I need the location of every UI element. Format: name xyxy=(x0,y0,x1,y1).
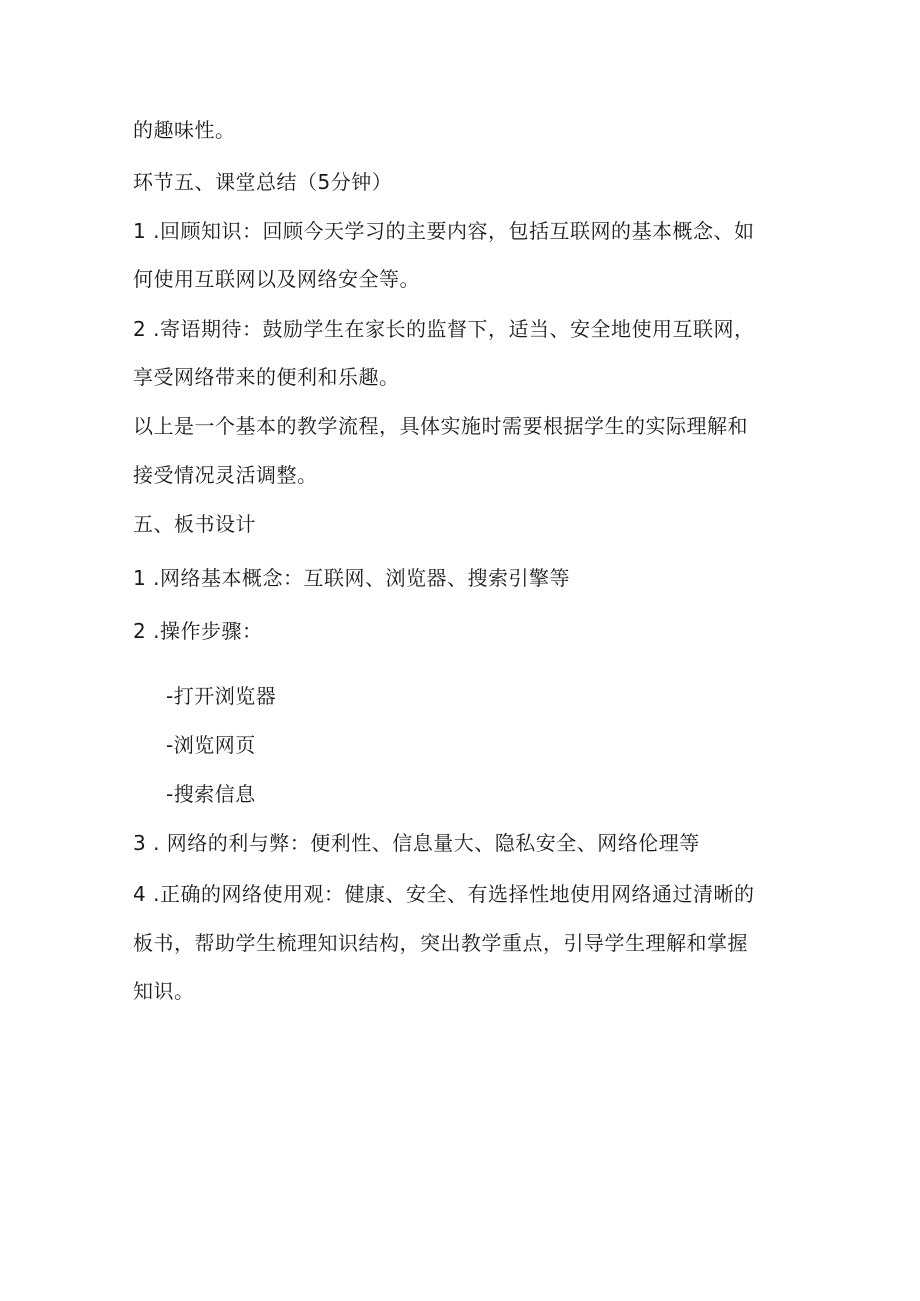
sub-list-item: -打开浏览器 xyxy=(166,684,277,708)
section-heading: 五、板书设计 xyxy=(133,512,256,536)
list-item: 4 .正确的网络使用观：健康、安全、有选择性地使用网络通过清晰的 xyxy=(133,882,755,906)
sub-list-item: -浏览网页 xyxy=(166,733,256,757)
text-line: 2 .寄语期待：鼓励学生在家长的监督下，适当、安全地使用互联网， xyxy=(133,317,755,341)
text-line: 1 .回顾知识：回顾今天学习的主要内容，包括互联网的基本概念、如 xyxy=(133,219,755,243)
text-line: 何使用互联网以及网络安全等。 xyxy=(133,267,420,291)
text-line: 以上是一个基本的教学流程，具体实施时需要根据学生的实际理解和 xyxy=(133,414,748,438)
text-line: 的趣味性。 xyxy=(133,118,236,142)
sub-list-item: -搜索信息 xyxy=(166,782,256,806)
text-line: 知识。 xyxy=(133,979,195,1003)
list-item: 2 .操作步骤： xyxy=(133,619,263,643)
list-item: 3 . 网络的利与弊：便利性、信息量大、隐私安全、网络伦理等 xyxy=(133,831,700,855)
list-item: 1 .网络基本概念：互联网、浏览器、搜索引擎等 xyxy=(133,566,570,590)
text-line: 接受情况灵活调整。 xyxy=(133,463,318,487)
text-line: 板书，帮助学生梳理知识结构，突出教学重点，引导学生理解和掌握 xyxy=(133,931,748,955)
section-heading: 环节五、课堂总结（5分钟） xyxy=(133,170,393,194)
text-line: 享受网络带来的便利和乐趣。 xyxy=(133,365,400,389)
